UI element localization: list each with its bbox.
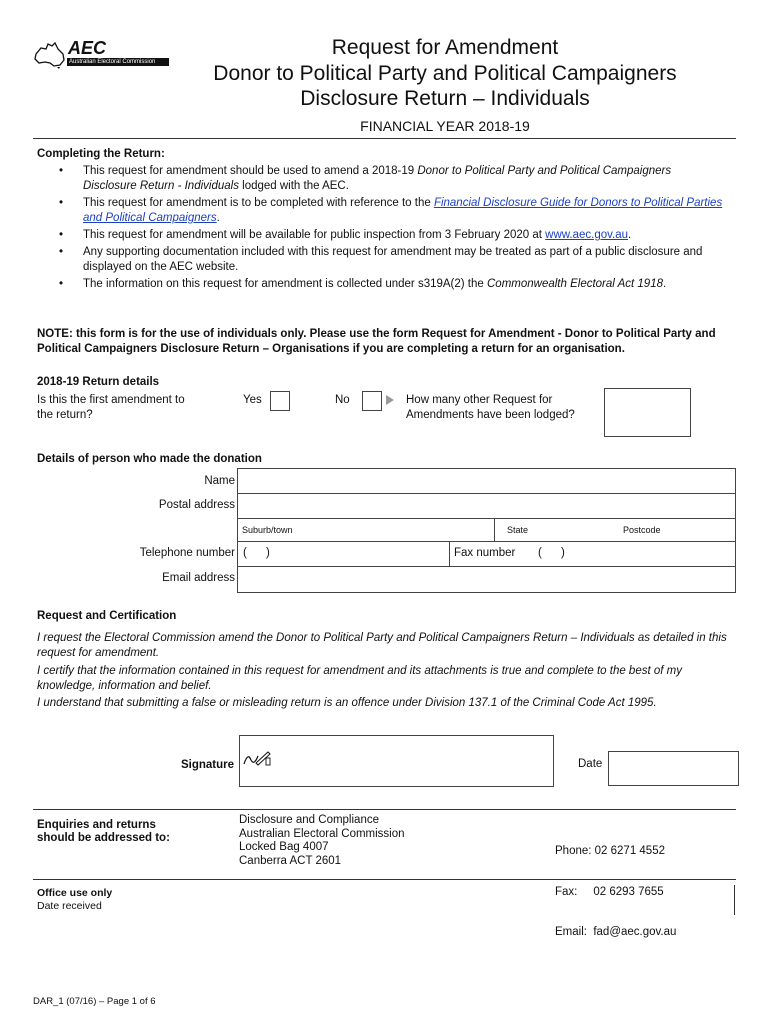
logo-acronym: AEC — [68, 38, 107, 58]
enquiries-label-line-1: Enquiries and returns — [37, 819, 156, 831]
list-item: • This request for amendment should be used to amend a 2018-19 Donor to Political Party and Political Campaigners Disclosure Return - Individuals lodged with the AEC. — [37, 164, 727, 194]
list-item: • This request for amendment will be available for public inspection from 3 February 2020 at www.aec.gov.au. — [37, 228, 727, 243]
list-item: • Any supporting documentation included with this request for amendment may be treated as part of a public disclosure and displayed on the AEC website. — [37, 245, 727, 275]
email-field[interactable] — [237, 566, 736, 593]
how-many-question: How many other Request for Amendments have been lodged? — [406, 394, 575, 421]
certification-statement: I certify that the information contained in this request for amendment and its attachments is true and complete to the best of my knowledge, information and belief. — [37, 665, 682, 692]
aec-logo — [33, 38, 173, 74]
address-line: Disclosure and Compliance — [239, 814, 379, 826]
title-line-3: Disclosure Return – Individuals — [300, 87, 590, 110]
australia-map-icon — [33, 40, 67, 70]
contact-fax: Fax: 02 6293 7655 — [555, 885, 664, 898]
email-label: Email address — [162, 572, 235, 584]
enquiries-label-line-2: should be addressed to: — [37, 832, 170, 844]
date-received-label: Date received — [37, 900, 102, 912]
address-line: Canberra ACT 2601 — [239, 854, 342, 867]
contact-phone: Phone: 02 6271 4552 — [555, 845, 665, 857]
telephone-field[interactable] — [237, 541, 451, 568]
return-details-heading: 2018-19 Return details — [37, 376, 160, 388]
title-line-1: Request for Amendment — [331, 36, 559, 59]
note-text: NOTE: this form is for the use of individuals only. Please use the form Request for Amendment - Donor to Political Party and Political Campaigners Disclosure Return – Organisations if you are completing a return for an organisation. — [37, 328, 716, 355]
address-line: Australian Electoral Commission — [239, 827, 405, 840]
other-amendments-count-field[interactable] — [604, 388, 691, 437]
no-label: No — [335, 394, 350, 406]
divider — [33, 138, 736, 139]
disclosure-guide-link[interactable]: Financial Disclosure Guide for Donors to Political Parties and Political Campaigners — [83, 197, 723, 224]
contact-block — [555, 818, 676, 953]
telephone-label: Telephone number — [139, 547, 235, 559]
postal-address-field[interactable] — [237, 493, 736, 520]
list-item: • The information on this request for amendment is collected under s319A(2) the Commonwealth Electoral Act 1918. — [37, 277, 727, 292]
state-label: State — [507, 525, 529, 535]
suburb-field[interactable] — [237, 518, 496, 543]
certification-request: I request the Electoral Commission amend the Donor to Political Party and Political Campaigners Return – Individuals as detailed in this request for amendment. — [37, 632, 727, 659]
date-label: Date — [578, 758, 603, 770]
logo-agency: Australian Electoral Commission — [67, 58, 169, 66]
signature-label: Signature — [180, 759, 234, 771]
completing-list — [37, 164, 727, 294]
no-checkbox[interactable] — [362, 391, 382, 411]
completing-heading: Completing the Return: — [37, 148, 165, 160]
fax-area-code: ( ) — [538, 547, 565, 559]
contact-email: Email: fad@aec.gov.au — [555, 926, 677, 938]
date-field[interactable] — [608, 751, 739, 786]
postcode-label: Postcode — [623, 525, 661, 535]
title-line-2: Donor to Political Party and Political Campaigners — [213, 62, 677, 85]
suburb-label: Suburb/town — [242, 525, 293, 535]
financial-year: FINANCIAL YEAR 2018-19 — [360, 118, 530, 134]
postal-address-label: Postal address — [158, 499, 235, 511]
fax-field[interactable] — [449, 541, 736, 568]
certification-heading: Request and Certification — [37, 610, 177, 622]
address-line: Locked Bag 4007 — [239, 841, 329, 853]
office-use-border — [734, 885, 735, 915]
divider — [33, 809, 736, 810]
person-details-heading: Details of person who made the donation — [37, 453, 262, 465]
telephone-area-code: ( ) — [243, 547, 270, 559]
first-amendment-question: Is this the first amendment to the return? — [37, 394, 185, 421]
yes-label: Yes — [243, 394, 262, 406]
yes-checkbox[interactable] — [270, 391, 290, 411]
certification-offence-notice: I understand that submitting a false or misleading return is an offence under Division 137.1 of the Criminal Code Act 1995. — [37, 697, 657, 709]
pen-signature-icon — [242, 750, 272, 768]
office-use-heading: Office use only — [37, 887, 113, 899]
state-postcode-field[interactable] — [494, 518, 736, 543]
aec-website-link[interactable]: www.aec.gov.au — [545, 229, 629, 241]
fax-label: Fax number — [454, 547, 516, 559]
arrow-right-icon — [385, 394, 395, 406]
list-item: • This request for amendment is to be completed with reference to the Financial Disclosure Guide for Donors to Political Parties and Political Campaigners. — [37, 196, 727, 226]
name-label: Name — [204, 475, 235, 487]
postal-address-block — [239, 814, 405, 868]
divider — [33, 879, 736, 880]
page-footer: DAR_1 (07/16) – Page 1 of 6 — [33, 996, 156, 1007]
signature-field[interactable] — [239, 735, 554, 787]
name-field[interactable] — [237, 468, 736, 495]
